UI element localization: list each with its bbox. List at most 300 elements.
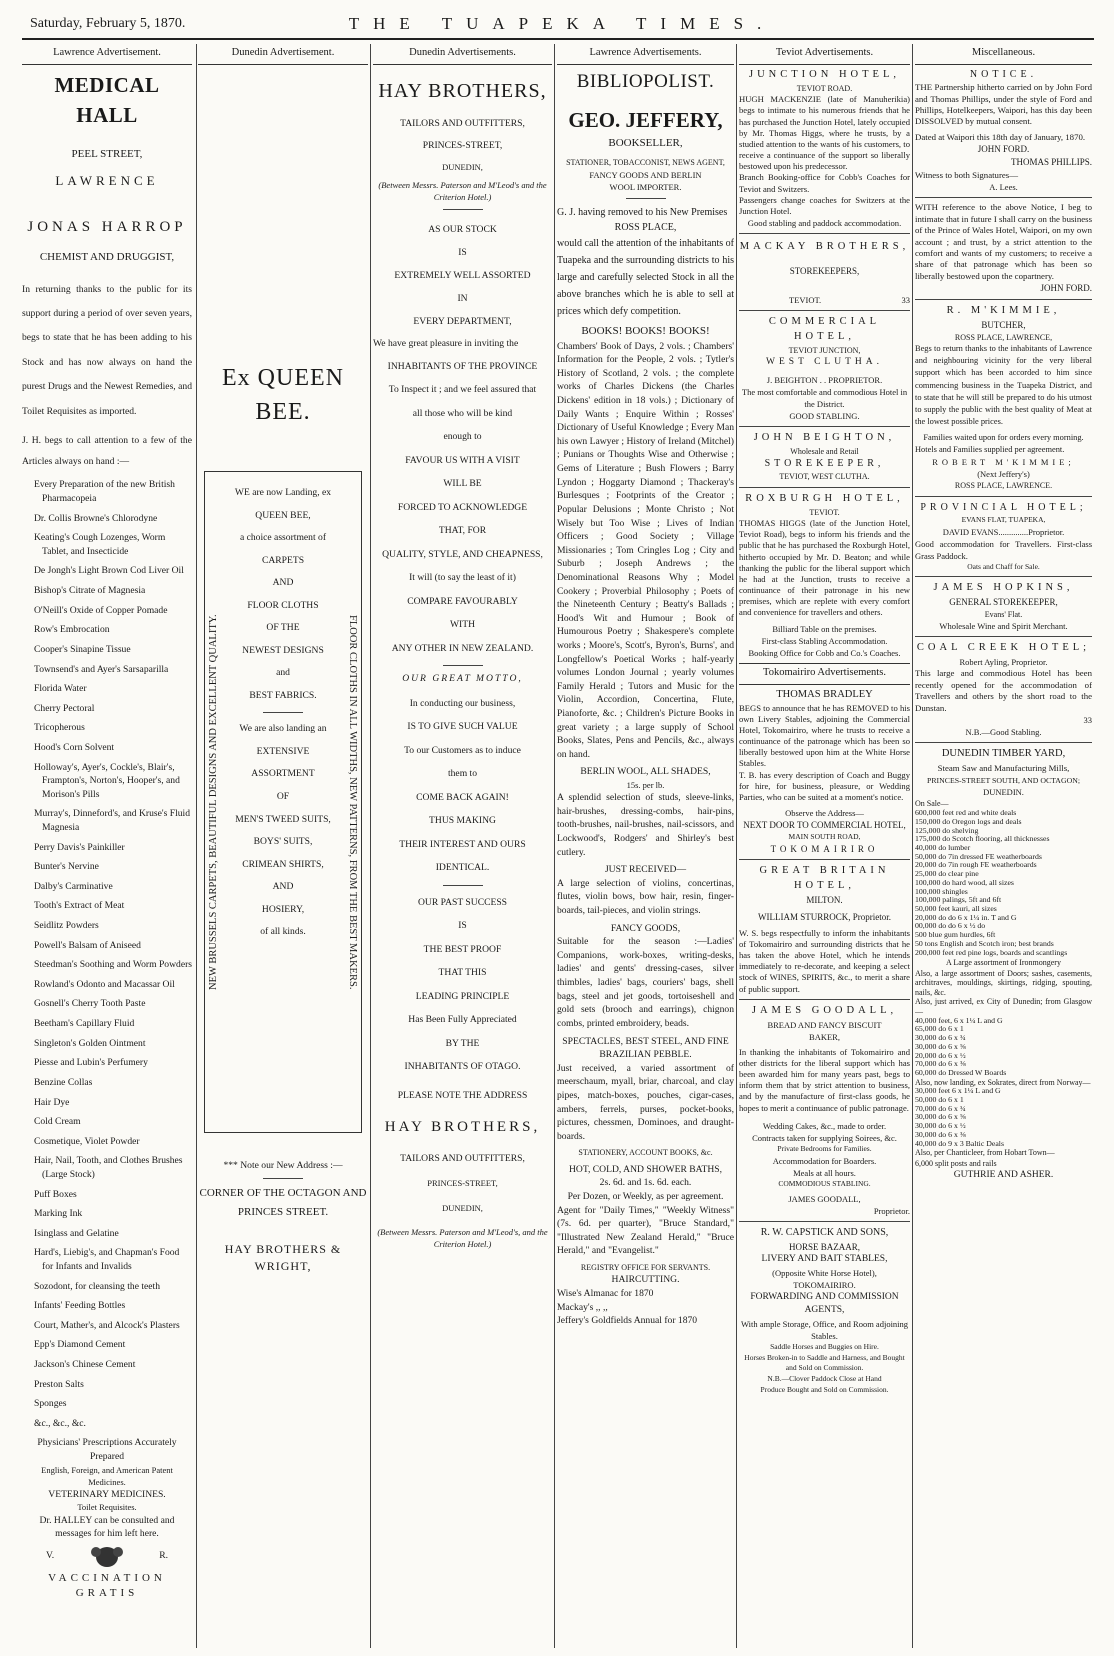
list-item: Dalby's Carminative [34, 880, 113, 892]
hopkins-title: JAMES HOPKINS, [933, 582, 1074, 594]
baths-terms: Per Dozen, or Weekly, as per agreement. [567, 1190, 724, 1202]
ad-line: all those who will be kind [412, 407, 513, 419]
roxburgh-billiard: Billiard Table on the premises. [772, 623, 877, 634]
ad-trade: CHEMIST AND DRUGGIST, [39, 250, 175, 263]
timber-on-sale: On Sale— [915, 798, 949, 808]
mkimmie-text: Begs to return thanks to the inhabitants of Lawrence and neighbouring vicinity for the very liberal support which has been accorded to him since commencing business in the Tuapeka District, and to state that he will still be prepared to do his utmost to supply the public with the best quality of Meat at the lowest possible prices. [915, 344, 1092, 427]
hopkins-wine: Wholesale Wine and Spirit Merchant. [939, 621, 1068, 632]
column-divider [912, 44, 913, 1648]
ad-line: AS OUR STOCK [428, 223, 497, 235]
column-heading: Lawrence Advertisements. [557, 44, 734, 65]
list-item: Murray's, Dinneford's, and Kruse's Fluid Magnesia [34, 808, 191, 833]
list-item: Cherry Pectoral [34, 702, 95, 714]
mackay-number: 33 [901, 294, 910, 305]
ad-line: WE are now Landing, ex [234, 487, 332, 499]
list-item: 60,000 do Dressed W Boards [915, 1067, 1007, 1077]
list-item: Powell's Balsam of Aniseed [34, 939, 141, 951]
notice-witness-name: A. Lees. [989, 182, 1018, 193]
ad-street: PEEL STREET, [71, 147, 143, 160]
notice-2-text: WITH reference to the above Notice, I beg to intimate that in future I shall carry on the business of the Prince of Wales Hotel, Waipori, on my own account ; and trust, by a strict attention to the comfort and wants of my customers; to receive a share of that patronage which has been so liberally bestowed upon the copartnery. [915, 202, 1092, 281]
list-item: Preston Salts [34, 1378, 84, 1390]
observe-address: Observe the Address— [785, 808, 864, 819]
timber-sub: Steam Saw and Manufacturing Mills, [937, 763, 1070, 774]
column-dunedin-queen-bee [198, 44, 368, 1648]
coalcreek-nb: N.B.—Good Stabling. [965, 727, 1042, 738]
queen-bee-lines [227, 482, 339, 707]
goodall-proprietor: Proprietor. [873, 1206, 910, 1217]
almanac-list [557, 1287, 734, 1328]
ad-line: ANY OTHER IN NEW ZEALAND. [391, 642, 534, 654]
ad-line: EXTREMELY WELL ASSORTED [394, 269, 531, 281]
norway-list [915, 1087, 1092, 1148]
ad-line: COME BACK AGAIN! [416, 791, 509, 803]
list-item: 50,000 do 6 x 1 [915, 1094, 964, 1104]
goodall-title: JAMES GOODALL, [751, 1004, 898, 1016]
junction-text: HUGH MACKENZIE (late of Manuherikia) begs to intimate to his numerous friends that he has purchased the Junction Hotel, lately occupied by Mr. Thomas Higgs, where he trusts, by a studied attention to the wants of his customers, to receive a continuance of the support so liberally bestowed upon his predecessor. [739, 94, 910, 172]
notice-text: THE Partnership hitherto carried on by John Ford and Thomas Phillips, under the style of Ford and Phillips, Hotelkeepers, Waipori, has this day been DISSOLVED by mutual consent. [915, 82, 1092, 127]
list-item: Jackson's Chinese Cement [34, 1359, 136, 1371]
column-teviot-tokomairiro [739, 44, 910, 1648]
mkimmie-loc: ROSS PLACE, LAWRENCE, [954, 332, 1053, 342]
list-item: 30,000 do 6 x ⅝ [915, 1112, 966, 1122]
ad-line: NEWEST DESIGNS [242, 644, 324, 656]
list-item: 50,000 do 7in dressed FE weatherboards [915, 851, 1042, 861]
list-item: Isinglass and Gelatine [34, 1227, 119, 1239]
ad-line: IS [458, 920, 467, 932]
column-divider [370, 44, 371, 1648]
goodall-signature: JAMES GOODALL, [788, 1194, 861, 1205]
ad-line: IS [458, 246, 467, 258]
capstick-title: R. W. CAPSTICK AND SONS, [760, 1227, 889, 1239]
glasgow-list [915, 1017, 1092, 1078]
timber-sale-list [915, 809, 1092, 957]
roxburgh-text: THOMAS HIGGS (late of the Junction Hotel, Teviot Road), begs to inform his friends and the public that he has purchased the Roxburgh Hotel, hitherto occupied by Mr. D. Beaton; and while thanking the public for the liberal support which he had at the Junction, trusts to receive a continuance of their patronage in his new premises, which are replete with every comfort and convenience for travellers and others. [739, 517, 910, 618]
capstick-horses: Horses Broken-in to Saddle and Harness, and Bought and Sold on Commission. [744, 1352, 905, 1373]
bradley-title: THOMAS BRADLEY [776, 688, 873, 700]
divider [739, 426, 910, 427]
ad-line: LEADING PRINCIPLE [415, 990, 510, 1002]
list-item: Wise's Almanac for 1870 [557, 1287, 654, 1299]
divider [443, 209, 483, 210]
ad-proprietor: JONAS HARROP [27, 218, 187, 235]
ad-line: To Inspect it ; and we feel assured that [388, 384, 537, 396]
mkimmie-families: Families waited upon for orders every morning. [923, 433, 1084, 443]
sturrock: WILLIAM STURROCK, Proprietor. [758, 911, 891, 922]
list-item: 30,000 feet 6 x 1¼ L and G [915, 1086, 1001, 1096]
timber-glasgow: Also, just arrived, ex City of Dunedin; from Glasgow— [915, 997, 1092, 1017]
pipes-text: Just received, a varied assortment of meerschaum, myall, briar, charcoal, and clay pipes, match-boxes, pouches, cigar-cases, ambers, ferrels, purses, pocket-books, pictures, chessmen, Dominoes, and draught-boards. [557, 1062, 734, 1142]
divider [915, 636, 1092, 637]
list-item: 25,000 do clear pine [915, 869, 979, 879]
list-item: 30,000 do 6 x ½ [915, 1121, 966, 1131]
sturrock-text: W. S. begs respectfully to inform the inhabitants of Tokomairiro and surrounding districts that he has taken the above Hotel, which he intends immediately to re-decorate, and keeping a select stock of WINES, SPIRITS, &c., to merit a share of public support. [739, 927, 910, 994]
hay-title-2: HAY BROTHERS, [384, 1118, 541, 1135]
registry: REGISTRY OFFICE FOR SERVANTS. [580, 1263, 711, 1272]
list-item: 20,000 do 7in rough FE weatherboards [915, 860, 1037, 870]
hay-between-2: (Between Messrs. Paterson and M'Leod's, and the Criterion Hotel.) [377, 1226, 548, 1249]
masthead [30, 14, 1094, 36]
roxburgh-booking: Booking Office for Cobb and Co.'s Coaches. [748, 647, 901, 658]
list-item: Hair Dye [34, 1096, 70, 1108]
royal-arms-row [22, 1541, 192, 1571]
ad-line: In conducting our business, [409, 697, 516, 709]
goodall-meals: Meals at all hours. [793, 1167, 856, 1178]
mkimmie-signature: ROBERT M'KIMMIE; [932, 457, 1075, 468]
column-heading: Dunedin Advertisement. [198, 44, 368, 65]
list-item: Epp's Diamond Cement [34, 1339, 126, 1351]
list-item: 40,000 do 9 x 3 Baltic Deals [915, 1138, 1005, 1148]
list-item: Piesse and Lubin's Perfumery [34, 1057, 148, 1069]
ad-town: LAWRENCE [55, 173, 159, 189]
ad-line: BOYS' SUITS, [253, 836, 313, 848]
notice-dated: Dated at Waipori this 18th day of January, 1870. [915, 131, 1086, 142]
commercial-title: COMMERCIAL HOTEL, [768, 316, 881, 342]
vr-v: V. [46, 1549, 55, 1561]
junction-stable: Good stabling and paddock accommodation. [747, 218, 902, 229]
roxburgh-loc: TEVIOT. [809, 507, 840, 517]
commercial-text: The most comfortable and commodious Hotel in the District. [741, 386, 908, 409]
biblio-trade-4: WOOL IMPORTER. [609, 181, 682, 192]
ad-line: FORCED TO ACKNOWLEDGE [397, 501, 528, 513]
cutlery-text: A splendid selection of studs, sleeve-links, hair-brushes, dressing-combs, hair-pins, tooth-brushes, nail-brushes, nail-scissors, and Lockwood's, Rodgers' and Shirley's best cutlery. [557, 792, 734, 858]
beighton-title: JOHN BEIGHTON, [753, 431, 896, 443]
commercial-stabling: GOOD STABLING. [789, 410, 860, 421]
ad-line: FAVOUR US WITH A VISIT [405, 454, 520, 466]
list-item: Cooper's Sinapine Tissue [34, 643, 131, 655]
beighton-trade-2: STOREKEEPER, [764, 458, 885, 470]
baths-heading: HOT, COLD, AND SHOWER BATHS, [568, 1163, 723, 1175]
royal-arms-icon [89, 1543, 125, 1569]
ad-line: THUS MAKING [429, 815, 496, 827]
timber-title: DUNEDIN TIMBER YARD, [941, 748, 1066, 760]
ad-line: a choice assortment of [239, 532, 327, 544]
ad-line: EXTENSIVE ASSORTMENT [251, 745, 315, 780]
spectacles-heading: SPECTACLES, BEST STEEL, AND FINE BRAZILIAN PEBBLE. [562, 1035, 729, 1061]
ad-line: We are also landing an [239, 723, 327, 735]
list-item: Steedman's Soothing and Worm Powders [34, 959, 192, 971]
list-item: Jeffery's Goldfields Annual for 1870 [557, 1315, 698, 1327]
coalcreek-text: This large and commodious Hotel has been recently opened for the accommodation of Travellers and others by the short road to the Dunstan. [915, 668, 1092, 713]
mackay-title: MACKAY BROTHERS, [739, 241, 910, 253]
hopkins-loc: Evans' Flat. [984, 610, 1023, 619]
biblio-trade-2: STATIONER, TOBACCONIST, NEWS AGENT, [566, 158, 725, 168]
list-item: 70,000 do 6 x ⅜ [915, 1059, 966, 1069]
ad-line: WITH [449, 619, 476, 631]
list-item: Rowland's Odonto and Macassar Oil [34, 978, 175, 990]
list-item: 100,000 shingles [915, 886, 968, 896]
list-item: Beetham's Capillary Fluid [34, 1018, 135, 1030]
ad-line: To our Customers as to induce [404, 744, 521, 756]
prescriptions: Physicians' Prescriptions Accurately Prepared [37, 1437, 177, 1463]
list-item: Hood's Corn Solvent [34, 741, 115, 753]
notice-sig-2: THOMAS PHILLIPS. [1010, 156, 1092, 167]
great-britain-title: GREAT BRITAIN HOTEL, [759, 865, 890, 892]
goodall-contracts: Contracts taken for supplying Soirees, &c. [752, 1132, 897, 1143]
hay-title: HAY BROTHERS, [378, 79, 547, 102]
list-item: Sozodont, for cleansing the teeth [34, 1280, 161, 1292]
ad-line: and [276, 667, 290, 679]
goodall-stabling: COMMODIOUS STABLING. [778, 1178, 871, 1188]
hay-lines-3 [373, 692, 552, 880]
mkimmie-hotels: Hotels and Families supplied per agreement. [915, 445, 1065, 455]
ad-line: OF THE [266, 622, 300, 634]
ad-line: WILL BE [443, 478, 482, 490]
goodall-trade-2: BAKER, [809, 1031, 840, 1042]
list-item: Infants' Feeding Bottles [34, 1300, 126, 1312]
vaccination: VACCINATION GRATIS [48, 1571, 166, 1600]
column-heading: Teviot Advertisements. [739, 44, 910, 65]
coalcreek-title: COAL CREEK HOTEL; [916, 642, 1091, 654]
list-item: Townsend's and Ayer's Sarsaparilla [34, 663, 169, 675]
commercial-loc-2: WEST CLUTHA. [766, 357, 883, 368]
list-item: O'Neill's Oxide of Copper Pomade [34, 604, 168, 616]
capstick-produce: Produce Bought and Sold on Commission. [760, 1384, 889, 1394]
mackay-town: TEVIOT. [789, 294, 822, 305]
books-list: Chambers' Book of Days, 2 vols. ; Chambers' Information for the People, 2 vols. ; Tytler's History of Scotland, 2 vols. ; the complete works of Charles Dickens (the Charles Dickens' edition in 18 vols.) ; Dictionary of Daily Wants ; Enquire Within ; Rosses' Dictionary of Useful Knowledge ; Every Man his own Lawyer ; History of Ireland (Mitchel) ; Punians or Thoughts Wise and Otherwise ; Gems of Literature ; Bush Flowers ; Barry Lyndon ; Hoggarty Diamond ; Thackeray's Burlesques ; Footprints of the Creator ; Popular Delusions ; Monte Christo ; Not Wisely but Too Wise ; Lives of Indian Officers ; Good Society ; Village Missionaries ; Tom Cringles Log ; City and Suburb ; Joseph Andrews ; the Denominational Reasons Why ; Model Cookery ; Proverbial Philosophy ; Poets of the Nineteenth Century ; Beatty's Ballads ; Hood's Wit and Humour ; Book of Humourous Poetry ; Shakespere's complete works ; Moore's, Scott's, Byron's, Burns', and Longfellow's Poetical Works ; half-yearly volumes London Journal ; yearly volumes Family Herald ; Tutors and Music for the Violin, Accordion, Concertina, Flute, Pianoforte, &c. ; Children's Picture Books in great variety ; a large supply of School Books, Slates, Pens and Pencils, &c., always on hand. [557, 340, 734, 760]
ad-line: HOSIERY, [261, 903, 305, 915]
list-item: Marking Ink [34, 1208, 83, 1220]
ad-line: BEST FABRICS. [249, 689, 317, 701]
milton: MILTON. [806, 895, 843, 906]
hay-sub-2: TAILORS AND OUTFITTERS, [400, 1152, 525, 1164]
junction-pass: Passengers change coaches for Switzers at the Junction Hotel. [739, 194, 910, 216]
coalcreek-prop: Robert Ayling, Proprietor. [959, 657, 1048, 668]
ad-line: It will (to say the least of it) [409, 572, 516, 584]
ad-line: Has Been Fully Appreciated [408, 1014, 517, 1026]
ad-line: AND [272, 881, 294, 893]
biblio-place: ROSS PLACE, [614, 221, 677, 233]
commercial-loc: TEVIOT JUNCTION, [788, 345, 861, 355]
provincial-title: PROVINCIAL HOTEL; [920, 501, 1087, 513]
list-item: Tricopherous [34, 722, 85, 734]
timber-chanticleer: Also, per Chanticleer, from Hobart Town— [915, 1148, 1055, 1158]
list-item: 40,000 feet, 6 x 1¼ L and G [915, 1015, 1003, 1025]
mkimmie-next: (Next Jeffery's) [977, 469, 1030, 480]
column-lawrence-medical-hall [22, 44, 192, 1648]
divider [263, 712, 303, 713]
ad-line: BY THE [445, 1037, 480, 1049]
divider [915, 496, 1092, 497]
tokomairiro: TOKOMAIRIRO [770, 843, 879, 854]
capstick-stables: LIVERY AND BAIT STABLES, [761, 1254, 888, 1265]
list-item: Singleton's Golden Ointment [34, 1037, 146, 1049]
capstick-saddle: Saddle Horses and Buggies on Hire. [770, 1342, 879, 1352]
roxburgh-stabling: First-class Stabling Accommodation. [761, 635, 888, 646]
timber-ironmongery: A Large assortment of Ironmongery [946, 958, 1061, 968]
list-item: 40,000 do lumber [915, 842, 971, 852]
list-item: 175,000 do Scotch flooring, all thicknesses [915, 834, 1050, 844]
list-item: Dr. Collis Browne's Chlorodyne [34, 512, 158, 524]
capstick-bazaar: HORSE BAZAAR, [788, 1241, 860, 1252]
divider [443, 885, 483, 886]
goodall-bedrooms: Private Bedrooms for Families. [777, 1143, 872, 1153]
ad-intro: In returning thanks to the public for its support during a period of over seven years, begs to state that he has been adding to his Stock and has now always on hand the purest Drugs and the Newest Remedies, and Toilet Requisites as imported. [22, 283, 192, 417]
junction-road: TEVIOT ROAD. [796, 83, 853, 93]
provincial-loc: EVANS FLAT, TUAPEKA, [961, 514, 1046, 524]
list-item: Benzine Collas [34, 1076, 93, 1088]
list-item: Row's Embrocation [34, 624, 110, 636]
ad-line: OUR PAST SUCCESS [417, 896, 508, 908]
notice-2-sig: JOHN FORD. [1040, 283, 1092, 294]
junction-branch: Branch Booking-office for Cobb's Coaches for Teviot and Switzers. [739, 172, 910, 194]
ad-line: enough to [443, 431, 482, 443]
divider [915, 299, 1092, 300]
veterinary: VETERINARY MEDICINES. [48, 1488, 166, 1500]
ad-line: AND [272, 577, 294, 589]
list-item: 70,000 do 6 x ¾ [915, 1103, 966, 1113]
list-item: Cold Cream [34, 1116, 81, 1128]
list-item: 30,000 do 6 x ¾ [915, 1033, 966, 1043]
timber-town: DUNEDIN. [983, 786, 1024, 797]
ad-line: FLOOR CLOTHS [247, 599, 319, 611]
divider [739, 859, 910, 860]
hay-street-2: PRINCES-STREET, [427, 1178, 498, 1189]
side-text-left: NEW BRUSSELS CARPETS, BEAUTIFUL DESIGNS AND EXCELLENT QUALITY. [208, 614, 219, 990]
notice-heading: NOTICE. [969, 68, 1038, 80]
divider [915, 576, 1092, 577]
divider [626, 198, 666, 199]
list-item: Cosmetique, Violet Powder [34, 1135, 140, 1147]
column-bibliopolist [557, 44, 734, 1648]
list-item: 00,000 do do 6 x ½ do [915, 921, 986, 931]
list-item: Court, Mather's, and Alcock's Plasters [34, 1319, 180, 1331]
firm-name: HAY BROTHERS & WRIGHT, [224, 1242, 342, 1274]
roxburgh-title: ROXBURGH HOTEL, [745, 492, 904, 504]
main-south-road: MAIN SOUTH ROAD, [788, 831, 861, 841]
notice-witness: Witness to both Signatures— [915, 169, 1019, 180]
list-item: 50,000 feet kauri, all sizes [915, 903, 997, 913]
column-heading: Lawrence Advertisement. [22, 44, 192, 65]
agent-text: Agent for "Daily Times," "Weekly Witness" (7s. 6d. per quarter), "Bruce Standard," "Illustrated New Zealand Herald," "Bruce Herald," and "Evangelist." [557, 1204, 734, 1257]
list-item: 65,000 do 6 x 1 [915, 1024, 964, 1034]
ad-line: EVERY DEPARTMENT, [413, 315, 512, 327]
masthead-date: Saturday, February 5, 1870. [30, 16, 186, 31]
divider [739, 310, 910, 311]
fancy-text: Suitable for the season :—Ladies' Companions, work-boxes, writing-desks, ladies' and gents' dressing-cases, silver thimbles, ladies' bags, couriers' bags, shell bags, steel and jet goods, tortoiseshell and gold sets (brooch and earrings), chignon combs, printed embroidery, beads. [557, 936, 734, 1029]
berlin-price: 15s. per lb. [626, 780, 665, 791]
hay-note: PLEASE NOTE THE ADDRESS [397, 1089, 528, 1101]
column-heading: Miscellaneous. [915, 44, 1092, 65]
biblio-intro: G. J. having removed to his New Premises [557, 206, 728, 218]
tokomairiro-heading: Tokomairiro Advertisements. [739, 663, 910, 685]
list-item: Seidlitz Powders [34, 920, 99, 932]
hay-lines [373, 218, 552, 333]
list-item: De Jongh's Light Brown Cod Liver Oil [34, 565, 184, 577]
timber-doors: Also, a large assortment of Doors; sashes, casements, architraves, mouldings, skirtings, ridging, spouting, nails, &c. [915, 968, 1092, 997]
beighton-trade: Wholesale and Retail [790, 446, 859, 456]
commercial-prop: J. BEIGHTON . . PROPRIETOR. [766, 374, 883, 385]
hay-sub: TAILORS AND OUTFITTERS, [400, 118, 525, 130]
ad-line: MEN'S TWEED SUITS, [235, 813, 331, 825]
ad-line: INHABITANTS OF OTAGO. [404, 1061, 521, 1073]
list-item: 600,000 feet red and white deals [915, 808, 1017, 818]
provincial-text: Good accommodation for Travellers. First-class Grass Paddock. [915, 538, 1092, 561]
list-item: Florida Water [34, 683, 87, 695]
side-text-right: FLOOR CLOTHS IN ALL WIDTHS, NEW PATTERNS, FROM THE BEST MAKERS. [347, 614, 358, 990]
capstick-storage: With ample Storage, Office, and Room adjoining Stables. [740, 1318, 909, 1341]
mkimmie-title: R. M'KIMMIE, [946, 305, 1061, 316]
ad-line: THAT THIS [438, 967, 487, 979]
list-item: 30,000 do 6 x ⅜ [915, 1129, 966, 1139]
notice-sig-1: JOHN FORD. [977, 144, 1030, 155]
hay-lines-2 [373, 355, 552, 661]
junction-title: JUNCTION HOTEL, [749, 68, 900, 80]
divider [739, 233, 910, 234]
fancy-heading: FANCY GOODS, [610, 922, 681, 934]
ad-line: THAT, FOR [438, 525, 487, 537]
list-item: Mackay's ,, ,, [557, 1301, 608, 1313]
list-item: 125,000 do shelving [915, 825, 979, 835]
capstick-nb: N.B.—Clover Paddock Close at Hand [767, 1373, 882, 1383]
received-text: A large selection of violins, concertinas, flutes, violin bows, bow hair, resin, finger-boards, tail-pieces, and violin strings. [557, 877, 734, 917]
ad-line: IDENTICAL. [435, 862, 490, 874]
provincial-prop: DAVID EVANS..............Proprietor. [942, 526, 1065, 537]
ad-line: COMPARE FAVOURABLY [407, 595, 518, 607]
mackay-footer [739, 288, 910, 306]
hay-town: DUNEDIN, [442, 161, 483, 172]
timber-norway: Also, now landing, ex Sokrates, direct from Norway— [915, 1077, 1091, 1087]
list-item: Bunter's Nervine [34, 861, 99, 873]
ad-line: THEIR INTEREST AND OURS [399, 838, 526, 850]
ad-line: CRIMEAN SHIRTS, [242, 858, 324, 870]
column-miscellaneous [915, 44, 1092, 1648]
divider [915, 742, 1092, 743]
list-item: Bishop's Citrate of Magnesia [34, 585, 146, 597]
list-item: Perry Davis's Painkiller [34, 841, 125, 853]
goodall-wedding: Wedding Cakes, &c., made to order. [762, 1120, 887, 1131]
mkimmie-trade: BUTCHER, [981, 319, 1026, 330]
capstick-opposite: (Opposite White Horse Hotel), [772, 1267, 877, 1278]
list-item: 50 tons English and Scotch iron; best brands [915, 938, 1054, 948]
halley-note: Dr. HALLEY can be consulted and messages for him left here. [39, 1514, 175, 1540]
timber-posts: 6,000 split posts and rails [915, 1158, 997, 1168]
list-item: 100,000 palings, 5ft and 6ft [915, 895, 1002, 905]
list-item: Holloway's, Ayer's, Cockle's, Blair's, Frampton's, Norton's, Hooper's, and Morison's Pills [34, 761, 180, 800]
ad-attention: J. H. begs to call attention to a few of the Articles always on hand :— [22, 435, 192, 468]
queen-bee-lines-2 [227, 718, 339, 943]
mackay-trade: STOREKEEPERS, [789, 266, 860, 277]
beighton-loc: TEVIOT, WEST CLUTHA. [779, 472, 870, 482]
hay-lines-4 [373, 891, 552, 1079]
list-item: 150,000 do Oregon logs and deals [915, 816, 1022, 826]
list-item: Sponges [34, 1398, 67, 1410]
hay-town-2: DUNEDIN, [442, 1202, 483, 1213]
biblio-title: BIBLIOPOLIST. [576, 70, 715, 92]
list-item: Gosnell's Cherry Tooth Paste [34, 998, 146, 1010]
vr-r: R. [159, 1549, 168, 1561]
stationery-heading: STATIONERY, ACCOUNT BOOKS, &c. [578, 1148, 713, 1158]
ad-line: them to [447, 768, 478, 780]
list-item: 30,000 do 6 x ⅝ [915, 1041, 966, 1051]
hay-pleasure: We have great pleasure in inviting the [373, 337, 519, 349]
baths-price: 2s. 6d. and 1s. 6d. each. [599, 1177, 692, 1189]
provincial-oats: Oats and Chaff for Sale. [967, 561, 1040, 571]
hopkins-trade: GENERAL STOREKEEPER, [949, 597, 1058, 608]
ad-line: INHABITANTS OF THE PROVINCE [387, 360, 538, 372]
biblio-intro-2: would call the attention of the inhabitants of Tuapeka and the surrounding districts to his large and carefully selected Stock in all the above branches which he is able to sell at prices which defy competition. [557, 237, 734, 317]
timber-loc: PRINCES-STREET SOUTH, AND OCTAGON; [926, 775, 1080, 785]
queen-bee-box [204, 471, 362, 1133]
list-item: 20,000 do 6 x ½ [915, 1050, 966, 1060]
goodall-trade: BREAD AND FANCY BISCUIT [767, 1019, 882, 1030]
goodall-boarders: Accommodation for Boarders. [772, 1155, 877, 1166]
books-heading: BOOKS! BOOKS! BOOKS! [581, 324, 710, 337]
list-item: Hair, Nail, Tooth, and Clothes Brushes (Large Stock) [34, 1155, 183, 1180]
list-item: Every Preparation of the new British Pharmacopeia [34, 479, 175, 505]
goodall-text: In thanking the inhabitants of Tokomairiro and other districts for the liberal support which has been awarded him for many years past, begs to inform them that by strict attention to business, and by the manufacture of first-class goods, he hopes to merit a continuance of public patronage. [739, 1046, 910, 1113]
column-divider [554, 44, 555, 1648]
queen-bee-title: Ex QUEEN BEE. [222, 364, 344, 425]
